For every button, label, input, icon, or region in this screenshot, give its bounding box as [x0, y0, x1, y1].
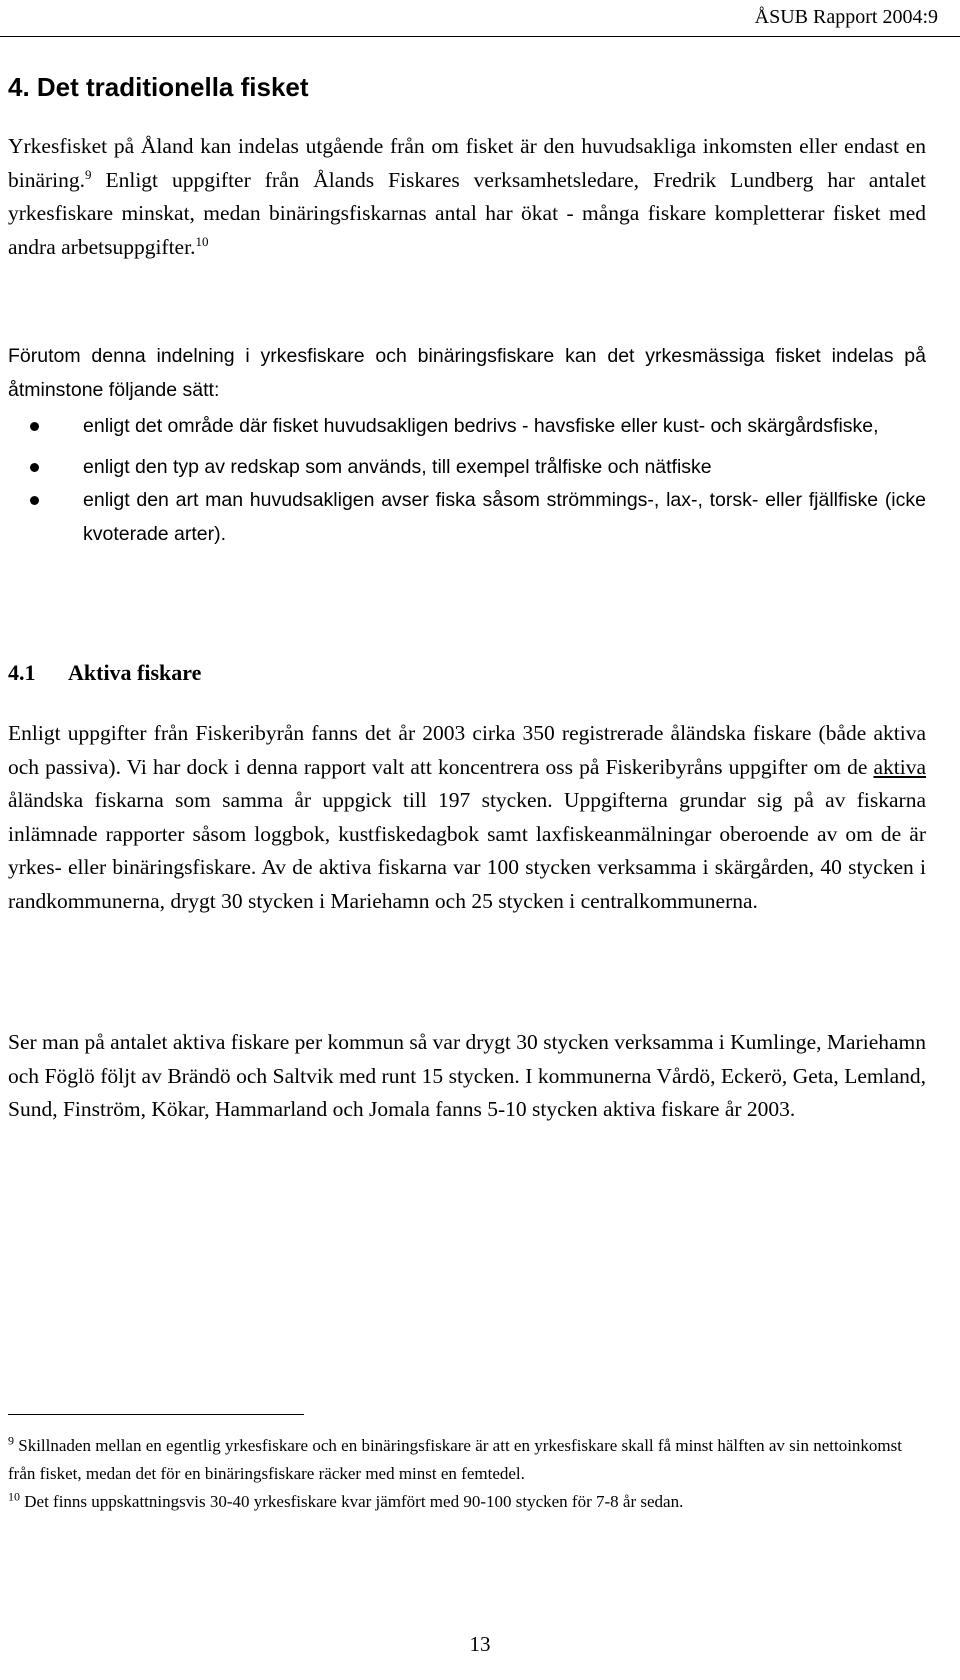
footnote-10 [8, 1488, 908, 1516]
paragraph-per-municipality: Ser man på antalet aktiva fiskare per kommun så var drygt 30 stycken verksamma i Kumlinge, Mariehamn och Föglö följt av Brändö och Saltvik med runt 15 stycken. I kommunerna Vårdö, Eckerö, Geta, Lemland, Sund, Finström, Kökar, Hammarland och Jomala fanns 5-10 stycken aktiva fiskare år 2003. [8, 1030, 926, 1121]
header-divider [0, 36, 960, 37]
footnote-ref-10[interactable]: 10 [195, 233, 209, 249]
paragraph-intro [8, 130, 926, 264]
classification-list [8, 410, 926, 551]
chapter-title: 4. Det traditionella fisket [8, 72, 309, 102]
page-number: 13 [469, 1632, 491, 1656]
footnote-9 [8, 1432, 908, 1488]
footnote-text: Skillnaden mellan en egentlig yrkesfiskare och en binäringsfiskare är att en yrkesfiskare skall få minst hälften av sin nettoinkomst från fisket, medan det för en binäringsfiskare räcker med minst en femtedel. [8, 1436, 902, 1483]
bullet-icon [30, 496, 39, 505]
running-header: ÅSUB Rapport 2004:9 [754, 6, 938, 28]
bullet-icon [30, 463, 39, 472]
list-item [8, 410, 926, 444]
paragraph-text: åländska fiskarna som samma år uppgick till 197 stycken. Uppgifterna grundar sig på av fiskarna inlämnade rapporter såsom loggbok, kustfiskedagbok samt laxfiskeanmälningar oberoende av om de är yrkes- eller binäringsfiskare. Av de aktiva fiskarna var 100 stycken verksamma i skärgården, 40 stycken i randkommunerna, drygt 30 stycken i Mariehamn och 25 stycken i centralkommunerna. [8, 788, 926, 913]
section-title [8, 660, 201, 686]
footnote-text: Det finns uppskattningsvis 30-40 yrkesfiskare kvar jämfört med 90-100 stycken för 7-8 år sedan. [20, 1492, 684, 1511]
list-item [8, 451, 926, 485]
list-item-text: enligt den art man huvudsakligen avser fiska såsom strömmings-, lax-, torsk- eller fjällfiske (icke kvoterade arter). [83, 489, 926, 545]
paragraph-text: Enligt uppgifter från Fiskeribyrån fanns det år 2003 cirka 350 registrerade åländska fiskare (både aktiva och passiva). Vi har dock i denna rapport valt att koncentrera oss på Fiskeribyråns uppgifter om de [8, 721, 926, 779]
footnote-divider [8, 1414, 304, 1415]
footnote-ref-9[interactable]: 9 [85, 166, 92, 182]
paragraph-classification: Förutom denna indelning i yrkesfiskare och binäringsfiskare kan det yrkesmässiga fisket indelas på åtminstone följande sätt: [8, 345, 926, 401]
section-heading-text: Aktiva fiskare [68, 660, 202, 685]
footnote-number: 9 [8, 1433, 14, 1448]
list-item-text: enligt det område där fisket huvudsakligen bedrivs - havsfiske eller kust- och skärgårdsfiske, [83, 415, 879, 437]
paragraph-active-fishers [8, 717, 926, 918]
footnote-number: 10 [8, 1489, 20, 1504]
list-item-text: enligt den typ av redskap som används, till exempel trålfiske och nätfiske [83, 455, 712, 478]
paragraph-text: Enligt uppgifter från Ålands Fiskares verksamhetsledare, Fredrik Lundberg har antalet yrkesfiskare minskat, medan binäringsfiskarnas antal har ökat - många fiskare kompletterar fisket med andra arbetsuppgifter. [8, 167, 926, 259]
list-item [8, 484, 926, 551]
bullet-icon [30, 422, 39, 431]
section-number: 4.1 [8, 660, 36, 685]
paragraph-text: Yrkesfisket på Åland kan indelas utgående från om fisket är den huvudsakliga inkomsten eller endast en binäring. [8, 134, 926, 192]
emphasized-word: aktiva [873, 754, 926, 779]
